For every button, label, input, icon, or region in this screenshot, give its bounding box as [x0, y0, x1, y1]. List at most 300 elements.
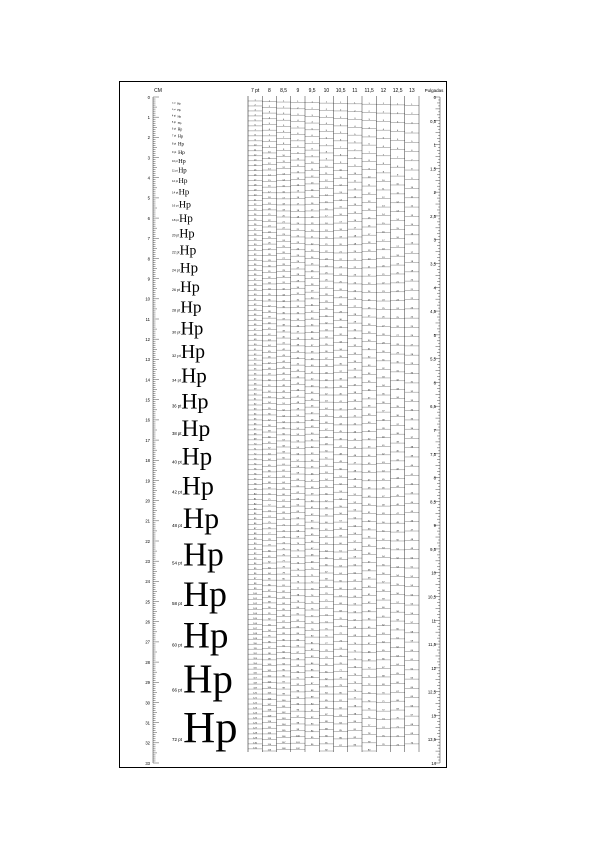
line-number: 56: [268, 413, 271, 416]
line-number: 106: [281, 736, 286, 739]
line-number: 124: [253, 712, 257, 715]
line-number: 42: [353, 423, 357, 426]
line-number: 9: [268, 145, 270, 148]
line-number: 60: [339, 543, 342, 546]
line-number: 67: [353, 619, 357, 622]
line-number: 30: [382, 350, 385, 353]
line-number: 71: [382, 701, 385, 704]
line-number: 25: [396, 317, 399, 320]
line-number: 1: [354, 102, 356, 105]
cm-label: 25: [145, 599, 150, 605]
line-number: 11: [310, 169, 314, 172]
cm-label: 26: [145, 619, 150, 625]
line-number: 32: [253, 254, 257, 257]
line-number: 15: [282, 185, 285, 188]
line-number: 92: [253, 553, 257, 556]
line-number: 5: [382, 137, 384, 140]
line-number: 26: [268, 242, 271, 245]
line-number: 46: [253, 323, 257, 326]
line-number: 85: [253, 518, 257, 521]
line-number: 68: [310, 554, 314, 557]
inch-label: 1: [433, 142, 436, 148]
hp-specimen: Hp: [177, 120, 182, 125]
inch-label: 13,5: [427, 737, 436, 743]
line-number: 30: [325, 308, 328, 311]
pt-size-label: 60 pt: [172, 642, 183, 648]
line-number: 18: [396, 254, 399, 257]
line-number: 46: [339, 438, 342, 441]
line-number: 29: [367, 332, 371, 335]
line-number: 95: [268, 635, 271, 638]
inch-label: 12,5: [427, 689, 436, 695]
line-number: 81: [339, 700, 342, 703]
line-number: 79: [296, 600, 300, 603]
line-number: 73: [353, 666, 357, 669]
cm-label: 9: [147, 276, 150, 282]
line-number: 38: [410, 446, 414, 449]
line-number: 23: [353, 274, 357, 277]
line-number: 32: [339, 333, 342, 336]
line-number: 67: [296, 523, 300, 526]
line-number: 1: [368, 102, 370, 105]
line-number: 64: [310, 527, 314, 530]
line-number: 80: [282, 578, 285, 581]
cm-label: 3: [147, 155, 150, 161]
line-number: 57: [339, 520, 342, 523]
line-number: 17: [410, 251, 414, 254]
line-number: 19: [325, 229, 328, 232]
line-number: 104: [267, 686, 272, 689]
line-number: 13: [296, 177, 300, 180]
line-number: 76: [296, 581, 300, 584]
line-number: 32: [396, 379, 399, 382]
line-number: 11: [367, 184, 371, 187]
line-number: 33: [353, 353, 357, 356]
line-number: 19: [296, 216, 300, 219]
line-number: 40: [268, 322, 271, 325]
line-number: 74: [382, 726, 385, 729]
line-number: 39: [253, 288, 257, 291]
pt-size-label: 72 pt: [172, 737, 183, 742]
line-number: 86: [339, 737, 342, 740]
line-number: 65: [410, 696, 414, 699]
cm-label: 31: [145, 720, 150, 726]
line-number: 18: [325, 222, 328, 225]
hp-specimen: Hp: [181, 443, 213, 471]
line-number: 36: [353, 376, 357, 379]
line-number: 40: [339, 393, 342, 396]
hp-specimen: Hp: [183, 702, 238, 752]
line-number: 18: [268, 197, 271, 200]
line-number: 20: [367, 258, 371, 261]
line-number: 11: [382, 188, 385, 191]
line-number: 17: [253, 179, 257, 182]
line-number: 61: [339, 550, 342, 553]
line-number: 14: [339, 199, 342, 202]
line-number: 57: [325, 500, 328, 503]
line-number: 60: [353, 564, 357, 567]
line-number: 18: [310, 216, 314, 219]
line-number: 31: [253, 249, 257, 252]
hp-specimen: Hp: [178, 167, 187, 175]
line-number: 41: [253, 298, 257, 301]
line-number: 76: [268, 527, 271, 530]
line-number: 44: [253, 313, 257, 316]
line-number: 97: [282, 681, 285, 684]
line-number: 10: [339, 169, 342, 172]
line-number: 36: [310, 338, 314, 341]
line-number: 101: [281, 705, 286, 708]
line-number: 8: [268, 140, 270, 143]
line-number: 7: [411, 159, 413, 162]
line-number: 15: [396, 228, 399, 231]
line-number: 12: [382, 197, 385, 200]
line-number: 1: [268, 100, 270, 103]
line-number: 27: [367, 315, 371, 318]
line-number: 15: [253, 169, 257, 172]
line-number: 65: [339, 580, 342, 583]
line-number: 65: [253, 418, 257, 421]
line-number: 110: [253, 642, 257, 645]
line-number: 8: [382, 162, 384, 165]
line-number: 26: [253, 224, 257, 227]
line-number: 78: [339, 677, 342, 680]
line-number: 89: [253, 538, 257, 541]
line-number: 74: [268, 516, 271, 519]
line-number: 83: [325, 685, 328, 688]
line-number: 78: [325, 649, 328, 652]
line-number: 41: [396, 459, 399, 462]
line-number: 52: [296, 427, 300, 430]
line-number: 29: [339, 311, 342, 314]
line-number: 8: [354, 157, 356, 160]
line-number: 38: [396, 432, 399, 435]
line-number: 22: [367, 274, 371, 277]
line-number: 2: [340, 109, 342, 112]
line-number: 33: [367, 364, 371, 367]
pt-size-label: 10 pt: [172, 159, 178, 163]
line-number: 72: [396, 735, 399, 738]
hp-specimen: Hp: [180, 297, 202, 317]
line-number: 77: [367, 725, 371, 728]
line-number: 29: [296, 280, 300, 283]
line-number: 80: [339, 692, 342, 695]
line-number: 50: [353, 486, 357, 489]
line-number: 31: [268, 271, 271, 274]
line-number: 42: [339, 408, 342, 411]
line-number: 19: [310, 223, 314, 226]
line-number: 1: [340, 102, 342, 105]
line-number: 118: [253, 682, 257, 685]
line-number: 75: [253, 468, 257, 471]
line-number: 29: [268, 259, 271, 262]
line-number: 8: [411, 168, 413, 171]
line-number: 67: [367, 643, 371, 646]
line-number: 50: [325, 450, 328, 453]
line-number: 55: [282, 427, 285, 430]
line-number: 114: [267, 743, 272, 746]
line-number: 39: [410, 455, 414, 458]
line-number: 11: [325, 172, 328, 175]
line-number: 26: [410, 335, 414, 338]
line-number: 36: [410, 427, 414, 430]
line-number: 36: [325, 350, 328, 353]
line-number: 73: [282, 536, 285, 539]
line-number: 45: [396, 495, 399, 498]
line-number: 15: [339, 206, 342, 209]
line-number: 52: [410, 575, 414, 578]
line-number: 13: [410, 214, 414, 217]
line-number: 58: [410, 631, 414, 634]
line-number: 62: [296, 491, 300, 494]
line-number: 6: [283, 130, 285, 133]
line-number: 13: [382, 205, 385, 208]
line-number: 63: [367, 610, 371, 613]
line-number: 87: [268, 590, 271, 593]
line-number: 30: [310, 297, 314, 300]
line-number: 44: [382, 470, 385, 473]
line-number: 79: [268, 544, 271, 547]
line-number: 107: [253, 627, 257, 630]
line-number: 23: [382, 291, 385, 294]
line-number: 98: [268, 652, 271, 655]
cm-label: 16: [145, 417, 150, 423]
line-number: 79: [339, 685, 342, 688]
line-number: 21: [396, 281, 399, 284]
line-number: 73: [339, 640, 342, 643]
line-number: 4: [268, 117, 270, 120]
line-number: 25: [253, 219, 257, 222]
line-number: 46: [310, 405, 314, 408]
line-number: 53: [339, 490, 342, 493]
line-number: 29: [382, 342, 385, 345]
line-number: 75: [282, 548, 285, 551]
line-number: 51: [310, 439, 314, 442]
line-number: 3: [297, 113, 299, 116]
line-number: 95: [310, 737, 314, 740]
line-number: 38: [268, 311, 271, 314]
line-number: 8: [297, 145, 299, 148]
line-number: 24: [268, 231, 271, 234]
line-number: 100: [296, 735, 300, 738]
line-number: 66: [410, 705, 414, 708]
line-number: 19: [396, 263, 399, 266]
line-number: 17: [310, 209, 314, 212]
line-number: 8: [283, 143, 285, 146]
line-number: 53: [296, 434, 300, 437]
line-number: 47: [268, 362, 271, 365]
line-number: 66: [339, 587, 342, 590]
line-number: 86: [253, 523, 257, 526]
line-number: 1: [325, 101, 327, 104]
line-number: 38: [339, 378, 342, 381]
line-number: 34: [410, 409, 414, 412]
line-number: 60: [410, 649, 414, 652]
line-number: 25: [339, 281, 342, 284]
cm-label: 5: [147, 195, 150, 201]
pt-size-label: 42 pt: [172, 489, 183, 495]
cm-label: 15: [145, 397, 150, 403]
line-number: 99: [282, 693, 285, 696]
line-number: 78: [296, 594, 300, 597]
line-number: 82: [268, 561, 271, 564]
line-number: 53: [410, 585, 414, 588]
line-number: 2: [283, 106, 285, 109]
line-number: 57: [382, 581, 385, 584]
inch-label: 12: [431, 665, 436, 671]
line-number: 30: [296, 286, 300, 289]
line-number: 47: [410, 529, 414, 532]
line-number: 112: [253, 652, 257, 655]
line-number: 37: [325, 358, 328, 361]
line-number: 89: [282, 633, 285, 636]
line-number: 16: [367, 225, 371, 228]
line-number: 4: [325, 123, 327, 126]
line-number: 13: [353, 196, 357, 199]
line-number: 14: [410, 224, 414, 227]
line-number: 57: [310, 480, 314, 483]
line-number: 45: [382, 479, 385, 482]
line-number: 87: [325, 714, 328, 717]
line-number: 74: [282, 542, 285, 545]
line-number: 117: [253, 677, 257, 680]
line-number: 39: [367, 413, 371, 416]
line-number: 48: [268, 367, 271, 370]
line-number: 42: [253, 303, 257, 306]
line-number: 10: [410, 187, 414, 190]
line-number: 21: [268, 214, 271, 217]
line-number: 23: [410, 307, 414, 310]
line-number: 18: [296, 209, 300, 212]
line-number: 78: [353, 705, 357, 708]
line-number: 16: [325, 208, 328, 211]
line-number: 31: [325, 315, 328, 318]
line-number: 43: [396, 477, 399, 480]
line-number: 48: [296, 402, 300, 405]
line-number: 26: [282, 251, 285, 254]
pt-size-label: 5 pt: [172, 121, 176, 124]
line-number: 30: [396, 361, 399, 364]
line-number: 9: [340, 161, 342, 164]
line-number: 20: [296, 222, 300, 225]
line-number: 74: [253, 463, 257, 466]
line-number: 10: [268, 151, 271, 154]
line-number: 53: [325, 471, 328, 474]
line-number: 56: [296, 453, 300, 456]
line-number: 129: [253, 737, 257, 740]
line-number: 9: [283, 149, 285, 152]
inch-label: 0,5: [430, 118, 436, 124]
line-number: 11: [296, 165, 300, 168]
line-number: 68: [367, 651, 371, 654]
line-number: 18: [253, 184, 257, 187]
line-number: 41: [310, 371, 314, 374]
line-number: 128: [253, 732, 257, 735]
line-number: 7: [382, 154, 384, 157]
line-number: 3: [397, 121, 399, 124]
line-number: 9: [254, 139, 256, 142]
hp-specimen: Hp: [177, 114, 182, 119]
line-number: 65: [325, 557, 328, 560]
cm-label: 2: [147, 135, 150, 141]
line-number: 81: [268, 555, 271, 558]
line-number: 56: [339, 513, 342, 516]
line-number: 32: [296, 299, 300, 302]
line-number: 37: [382, 410, 385, 413]
line-number: 41: [282, 342, 285, 345]
cm-label: 32: [145, 740, 150, 746]
line-number: 67: [396, 690, 399, 693]
line-number: 89: [310, 696, 314, 699]
line-number: 19: [339, 236, 342, 239]
line-number: 72: [296, 555, 300, 558]
line-number: 83: [339, 715, 342, 718]
line-number: 71: [396, 726, 399, 729]
line-number: 1: [397, 103, 399, 106]
hp-specimen: Hp: [183, 615, 229, 657]
line-number: 49: [296, 408, 300, 411]
line-number: 102: [281, 711, 286, 714]
pt-size-label: 28 pt: [172, 308, 181, 313]
line-number: 36: [253, 274, 257, 277]
line-number: 70: [396, 717, 399, 720]
line-number: 70: [253, 443, 257, 446]
line-number: 45: [353, 447, 357, 450]
line-number: 49: [310, 426, 314, 429]
line-number: 18: [410, 261, 414, 264]
line-number: 45: [268, 350, 271, 353]
cm-label: 28: [145, 659, 150, 665]
line-number: 2: [325, 108, 327, 111]
line-number: 43: [253, 308, 257, 311]
line-number: 40: [325, 379, 328, 382]
line-number: 66: [310, 541, 314, 544]
line-number: 64: [268, 459, 271, 462]
line-number: 49: [268, 373, 271, 376]
line-number: 12: [339, 184, 342, 187]
line-number: 77: [310, 615, 314, 618]
pt-size-label: 18 pt: [172, 217, 179, 222]
line-number: 78: [367, 733, 371, 736]
line-number: 75: [353, 681, 357, 684]
line-number: 22: [310, 243, 314, 246]
pt-size-label: 8 pt: [172, 142, 177, 146]
line-number: 7: [325, 144, 327, 147]
line-number: 17: [325, 215, 328, 218]
line-number: 5: [325, 130, 327, 133]
line-number: 77: [282, 560, 285, 563]
hp-specimen: Hp: [178, 199, 192, 211]
line-number: 43: [353, 431, 357, 434]
line-number: 77: [253, 478, 257, 481]
line-number: 42: [367, 438, 371, 441]
line-number: 73: [296, 562, 300, 565]
line-number: 87: [310, 683, 314, 686]
line-number: 95: [296, 703, 300, 706]
line-number: 29: [253, 239, 257, 242]
line-number: 2: [411, 113, 413, 116]
line-number: 47: [396, 512, 399, 515]
line-number: 19: [268, 202, 271, 205]
line-number: 56: [282, 433, 285, 436]
line-number: 43: [410, 492, 414, 495]
line-number: 51: [253, 348, 257, 351]
line-number: 22: [268, 219, 271, 222]
line-number: 26: [367, 307, 371, 310]
line-number: 20: [325, 236, 328, 239]
line-number: 42: [310, 378, 314, 381]
line-number: 61: [282, 463, 285, 466]
